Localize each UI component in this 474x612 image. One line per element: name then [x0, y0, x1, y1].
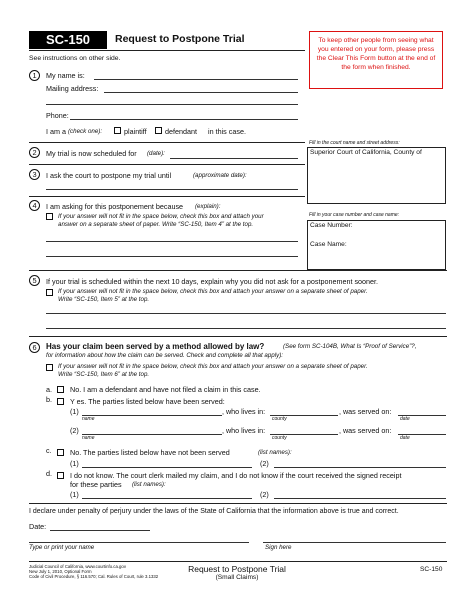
served-party-2-name-caption: name	[82, 435, 95, 441]
option-b-letter: b.	[46, 395, 52, 404]
phone-label: Phone:	[46, 111, 69, 120]
option-d-text-2: for these parties	[70, 480, 122, 489]
unknown-party-1-number: (1)	[70, 490, 79, 499]
unknown-party-2-number: (2)	[260, 490, 269, 499]
unserved-party-1-number: (1)	[70, 459, 79, 468]
form-title: Request to Postpone Trial	[115, 33, 245, 45]
signature-line[interactable]	[263, 542, 446, 543]
divider-6	[29, 503, 447, 504]
privacy-notice	[309, 31, 443, 89]
item-5-attach-checkbox[interactable]	[46, 289, 53, 296]
printed-name-input[interactable]	[29, 542, 249, 543]
divider-2	[29, 164, 305, 165]
service-hint-1: (See form SC-104B, What Is “Proof of Service”?,	[283, 343, 417, 350]
item-6-attach-text-1: If your answer will not fit in the space below, check this box and attach your answer on a separate sheet of paper.	[58, 363, 368, 370]
footer-council: Judicial Council of California, www.courtinfo.ca.gov	[29, 564, 126, 569]
plaintiff-checkbox[interactable]	[114, 127, 121, 134]
option-d-letter: d.	[46, 469, 52, 478]
mailing-address-input[interactable]	[104, 92, 298, 93]
divider-5	[29, 336, 447, 337]
defendant-checkbox[interactable]	[155, 127, 162, 134]
case-info-box	[307, 220, 446, 270]
served-party-2-county-caption: county	[272, 435, 287, 441]
item-4-attach-text-2: answer on a separate sheet of paper. Write “SC-150, Item 4” at the top.	[58, 221, 254, 228]
served-party-1-number: (1)	[70, 407, 79, 416]
short-notice-input-1[interactable]	[46, 313, 446, 314]
name-input[interactable]	[94, 79, 298, 80]
case-number-field[interactable]	[350, 222, 444, 231]
option-a-checkbox[interactable]	[57, 386, 64, 393]
option-d-text: I do not know. The court clerk mailed my claim, and I do not know if the court received the signed receipt	[70, 471, 402, 480]
served-party-1-lives-in: , who lives in:	[222, 407, 266, 416]
section-1-number: 1	[29, 70, 40, 81]
served-party-2-name-input[interactable]	[82, 434, 222, 435]
date-label: Date:	[29, 522, 47, 531]
header-rule	[29, 50, 305, 51]
case-box-label: Fill in your case number and case name:	[309, 212, 400, 218]
reason-input-2[interactable]	[46, 256, 298, 257]
item-6-attach-checkbox[interactable]	[46, 364, 53, 371]
service-hint-2: for information about how the claim can be served. Check and complete all that apply):	[46, 352, 283, 359]
served-party-1-name-caption: name	[82, 416, 95, 422]
reason-label: I am asking for this postponement because	[46, 202, 184, 211]
short-notice-label: If your trial is scheduled within the next 10 days, explain why you did not ask for a postponement sooner.	[46, 277, 379, 286]
item-4-attach-text-1: If your answer will not fit in the space below, check this box and attach your	[58, 213, 264, 220]
postpone-until-hint: (approximate date):	[193, 172, 247, 179]
section-3-number: 3	[29, 169, 40, 180]
service-question: Has your claim been served by a method allowed by law?	[46, 342, 265, 351]
privacy-notice-text: To keep other people from seeing what you entered on your form, please press the Clear This Form button at the end of the form when finished.	[316, 37, 436, 71]
option-a-letter: a.	[46, 385, 52, 394]
case-name-label: Case Name:	[310, 241, 347, 248]
served-party-1-date-caption: date	[400, 416, 410, 422]
name-label: My name is:	[46, 71, 85, 80]
postpone-date-input[interactable]	[46, 189, 298, 190]
case-name-field[interactable]	[344, 241, 444, 250]
unserved-party-2-input[interactable]	[274, 467, 446, 468]
footer-title: Request to Postpone Trial	[188, 564, 286, 574]
plaintiff-label: plaintiff	[124, 127, 147, 136]
divider-1	[29, 142, 305, 143]
court-name-text: Superior Court of California, County of	[310, 149, 422, 156]
case-number-label: Case Number:	[310, 222, 353, 229]
served-party-2-lives-in: , who lives in:	[222, 426, 266, 435]
item-5-attach-text-2: Write “SC-150, Item 5” at the top.	[58, 296, 150, 303]
served-party-1-served-on: , was served on:	[339, 407, 392, 416]
section-6-number: 6	[29, 342, 40, 353]
postpone-until-label: I ask the court to postpone my trial until	[46, 171, 172, 180]
option-b-checkbox[interactable]	[57, 398, 64, 405]
trial-date-input[interactable]	[170, 158, 298, 159]
section-4-number: 4	[29, 200, 40, 211]
printed-name-caption: Type or print your name	[29, 544, 95, 551]
option-d-checkbox[interactable]	[57, 472, 64, 479]
check-one-hint: (check one):	[68, 128, 103, 135]
section-5-number: 5	[29, 275, 40, 286]
option-b-text: Y es. The parties listed below have been served:	[70, 397, 225, 406]
option-a-text: No. I am a defendant and have not filed a claim in this case.	[70, 385, 261, 394]
option-c-hint: (list names):	[258, 449, 292, 456]
date-input[interactable]	[50, 530, 150, 531]
unknown-party-2-input[interactable]	[274, 498, 446, 499]
served-party-1-name-input[interactable]	[82, 415, 222, 416]
trial-scheduled-label: My trial is now scheduled for	[46, 149, 137, 158]
option-c-text: No. The parties listed below have not been served	[70, 448, 230, 457]
reason-input-1[interactable]	[46, 241, 298, 242]
divider-4	[29, 270, 447, 271]
unserved-party-2-number: (2)	[260, 459, 269, 468]
footer-form-date: New July 1, 2010, Optional Form	[29, 569, 92, 574]
mailing-address-label: Mailing address:	[46, 84, 99, 93]
court-name-field[interactable]	[307, 147, 446, 204]
unknown-party-1-input[interactable]	[82, 498, 252, 499]
trial-scheduled-hint: (date):	[147, 150, 165, 157]
footer-form-id: SC-150	[420, 566, 443, 573]
court-box-label: Fill in the court name and street address:	[309, 140, 400, 146]
footer-rule	[29, 561, 447, 562]
mailing-address-input-2[interactable]	[46, 104, 298, 105]
divider-3	[29, 196, 305, 197]
perjury-declaration: I declare under penalty of perjury under the laws of the State of California that the information above is true and correct.	[29, 508, 399, 515]
served-party-2-number: (2)	[70, 426, 79, 435]
footer-code: Code of Civil Procedure, § 116.570; Cal. Rules of Court, rule 3.1332	[29, 574, 159, 579]
option-c-letter: c.	[46, 446, 52, 455]
unserved-party-1-input[interactable]	[82, 467, 252, 468]
party-role-label: I am a	[46, 127, 66, 136]
item-4-attach-checkbox[interactable]	[46, 213, 53, 220]
short-notice-input-2[interactable]	[46, 328, 446, 329]
in-this-case-label: in this case.	[208, 127, 246, 136]
served-party-2-date-caption: date	[400, 435, 410, 441]
instructions-note: See instructions on other side.	[29, 55, 121, 62]
defendant-label: defendant	[165, 127, 197, 136]
phone-input[interactable]	[70, 119, 298, 120]
reason-hint: (explain):	[195, 203, 221, 210]
served-party-1-county-caption: county	[272, 416, 287, 422]
option-c-checkbox[interactable]	[57, 449, 64, 456]
form-id-badge: SC-150	[29, 31, 107, 49]
option-d-hint: (list names):	[132, 481, 166, 488]
served-party-2-served-on: , was served on:	[339, 426, 392, 435]
sign-here-caption: Sign here	[265, 544, 292, 551]
item-6-attach-text-2: Write “SC-150, Item 6” at the top.	[58, 371, 150, 378]
section-2-number: 2	[29, 147, 40, 158]
item-5-attach-text-1: If your answer will not fit in the space below, check this box and attach your answer on a separate sheet of paper.	[58, 288, 368, 295]
footer-subtitle: (Small Claims)	[215, 574, 259, 581]
